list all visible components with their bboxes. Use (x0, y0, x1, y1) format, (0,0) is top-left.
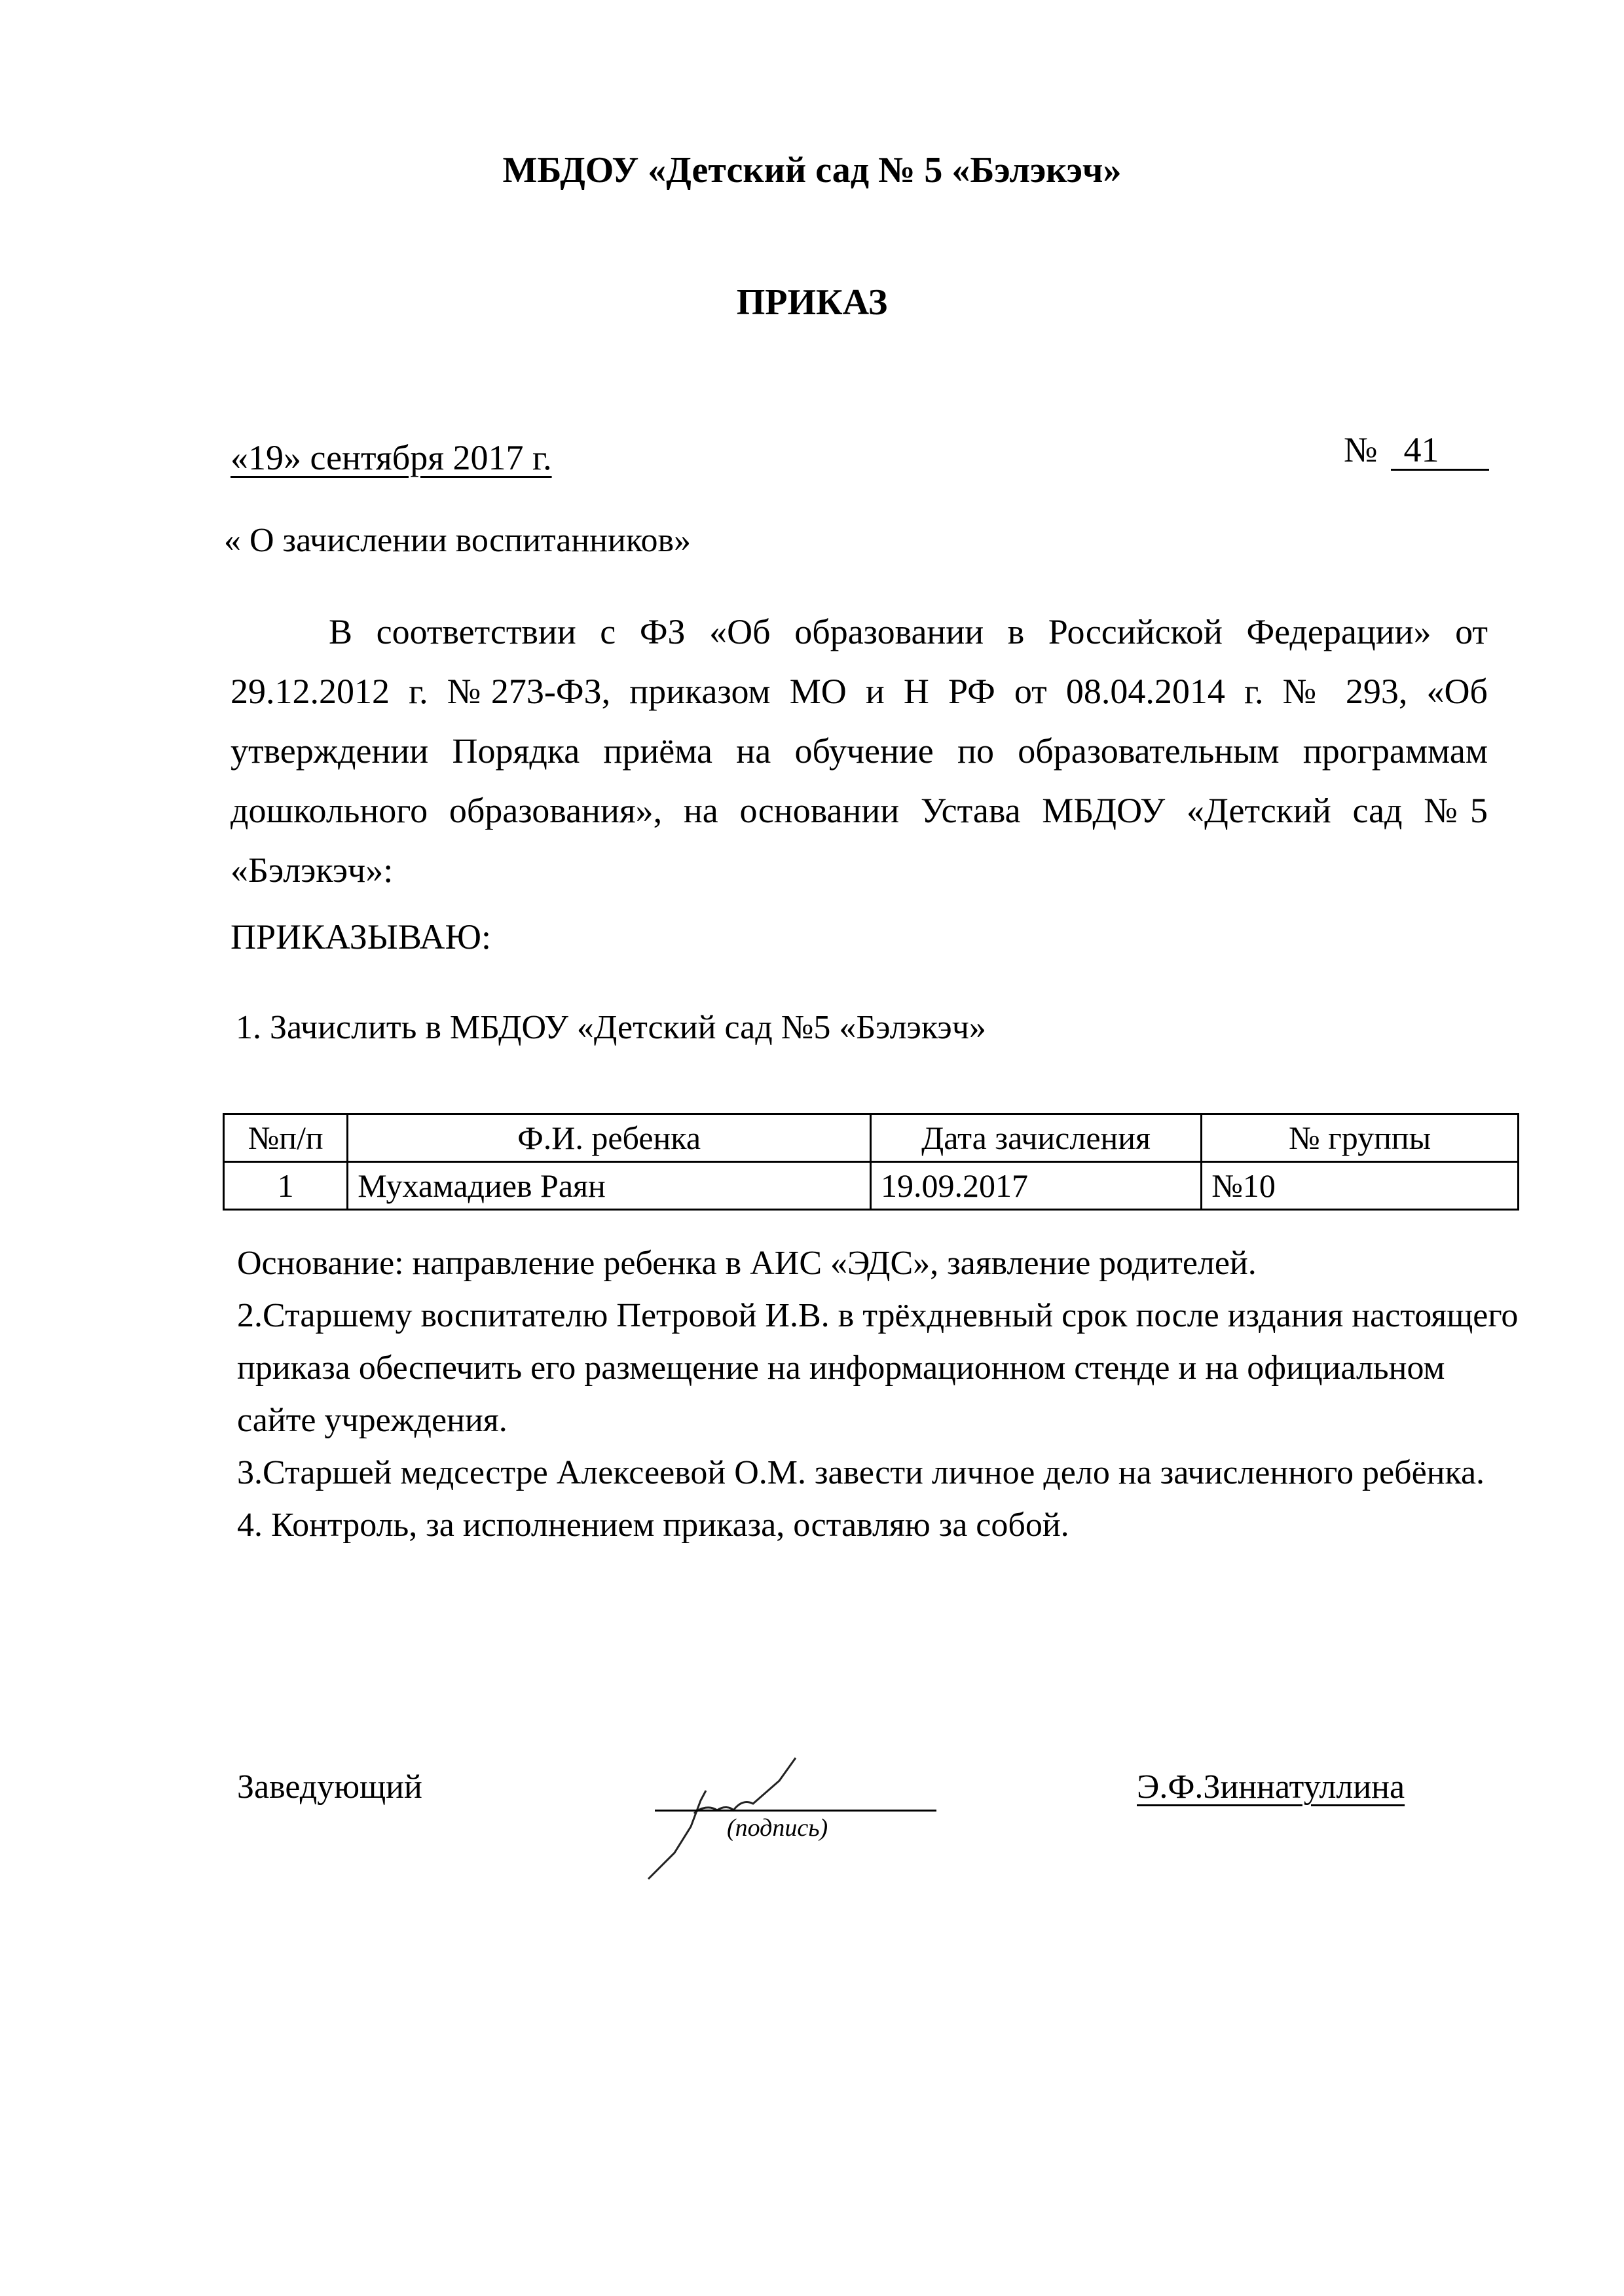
cell-child-name: Мухамадиев Раян (348, 1162, 871, 1210)
signatory-name: Э.Ф.Зиннатуллина (1137, 1768, 1405, 1806)
order-subject: « О зачислении воспитанников» (224, 522, 691, 559)
signature-caption: (подпись) (727, 1814, 828, 1842)
column-header-enroll-date: Дата зачисления (871, 1114, 1202, 1162)
table-header-row (224, 1114, 1519, 1162)
document-type: ПРИКАЗ (736, 282, 888, 323)
order-number (1344, 429, 1489, 471)
order-body (237, 1237, 1521, 1552)
order-date: «19» сентября 2017 г. (231, 438, 552, 477)
column-header-group: № группы (1202, 1114, 1519, 1162)
order-keyword: ПРИКАЗЫВАЮ: (231, 917, 491, 957)
order-number-label: № (1344, 430, 1378, 469)
order-item-2: 2.Старшему воспитателю Петровой И.В. в трёхдневный срок после издания настоящего приказа обеспечить его размещение на информационном стенде и на официальном сайте учреждения. (237, 1297, 1519, 1439)
cell-number: 1 (224, 1162, 348, 1210)
order-item-4: 4. Контроль, за исполнением приказа, оставляю за собой. (237, 1506, 1069, 1544)
order-item-3: 3.Старшей медсестре Алексеевой О.М. завести личное дело на зачисленного ребёнка. (237, 1454, 1485, 1491)
column-header-child-name: Ф.И. ребенка (348, 1114, 871, 1162)
enrollment-table (223, 1113, 1519, 1211)
cell-enroll-date: 19.09.2017 (871, 1162, 1202, 1210)
table-row (224, 1162, 1519, 1210)
preamble-paragraph: В соответствии с ФЗ «Об образовании в Российской Федерации» от 29.12.2012 г. №273-ФЗ, приказом МО и Н РФ от 08.04.2014 г. № 293, «Об утверждении Порядка приёма на обучение по образовательным программам дошкольного образования», на основании Устава МБДОУ «Детский сад №5 «Бэлэкэч»: (231, 612, 1488, 890)
organization-title: МБДОУ «Детский сад № 5 «Бэлэкэч» (502, 150, 1122, 191)
signatory-role: Заведующий (237, 1768, 422, 1806)
column-header-number: №п/п (224, 1114, 348, 1162)
signature-line (655, 1810, 936, 1812)
order-item-1: 1. Зачислить в МБДОУ «Детский сад №5 «Бэлэкэч» (236, 1009, 986, 1046)
cell-group: №10 (1202, 1162, 1519, 1210)
order-number-value: 41 (1391, 431, 1489, 471)
basis-line: Основание: направление ребенка в АИС «ЭДС», заявление родителей. (237, 1245, 1257, 1282)
